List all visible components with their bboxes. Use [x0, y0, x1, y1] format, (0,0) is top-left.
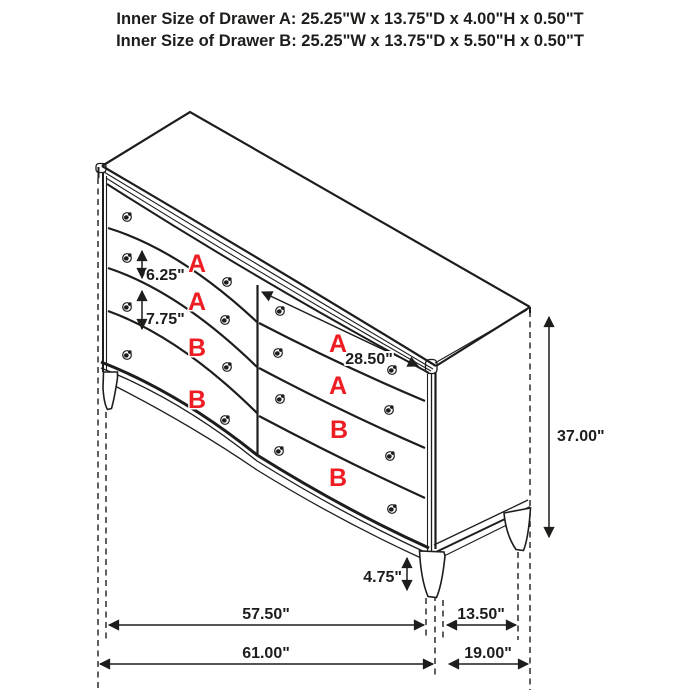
top-front-edge: [102, 166, 436, 366]
drawer-label-left-4: B: [187, 386, 207, 414]
drawer-a-height-label: 6.25": [146, 267, 185, 284]
drawer-knob: [221, 415, 230, 424]
drawer-knob: [276, 306, 285, 315]
overall-height-label: 37.00": [557, 428, 605, 445]
drawer-b-height-label: 7.75": [146, 311, 185, 328]
overall-width-label: 61.00": [242, 645, 290, 662]
front-left-leg: [103, 372, 118, 410]
drawer-label-left-3: B: [187, 334, 207, 362]
dresser-top: [96, 112, 530, 374]
drawer-knob: [276, 394, 285, 403]
width-between-legs-label: 57.50": [242, 606, 290, 623]
depth-between-legs-label: 13.50": [457, 606, 505, 623]
drawer-knob: [386, 451, 395, 460]
drawer-b-spec: Inner Size of Drawer B: 25.25"W x 13.75"D x 5.50"H x 0.50"T: [116, 32, 584, 50]
drawer-knob: [388, 504, 397, 513]
drawer-knob: [275, 446, 284, 455]
legs: [103, 372, 531, 598]
drawer-label-left-2: A: [187, 288, 207, 316]
drawer-label-right-4: B: [328, 464, 348, 492]
drawer-label-right-1: A: [328, 330, 348, 358]
back-right-leg: [504, 508, 531, 551]
front-right-leg: [420, 551, 446, 598]
drawer-knob: [221, 315, 230, 324]
drawer-label-right-2: A: [328, 372, 348, 400]
drawer-label-right-3: B: [329, 416, 349, 444]
drawer-knob: [385, 405, 394, 414]
drawer-knob: [223, 277, 232, 286]
drawer-a-spec: Inner Size of Drawer A: 25.25"W x 13.75"D x 4.00"H x 0.50"T: [116, 10, 584, 28]
drawer-label-left-1: A: [187, 250, 207, 278]
overall-depth-label: 19.00": [464, 645, 512, 662]
leg-height-label: 4.75": [363, 569, 402, 586]
dimension-labels: [146, 267, 605, 662]
drawer-knob: [123, 350, 132, 359]
drawer-knob: [123, 253, 132, 262]
drawer-knob: [123, 302, 132, 311]
drawer-type-labels: [188, 250, 348, 492]
drawer-knob: [274, 348, 283, 357]
drawer-knob: [123, 212, 132, 221]
drawer-knob: [223, 362, 232, 371]
section-width-label: 28.50": [345, 351, 393, 368]
front-apron: [111, 384, 421, 558]
top-right-inner-edge: [435, 310, 527, 363]
